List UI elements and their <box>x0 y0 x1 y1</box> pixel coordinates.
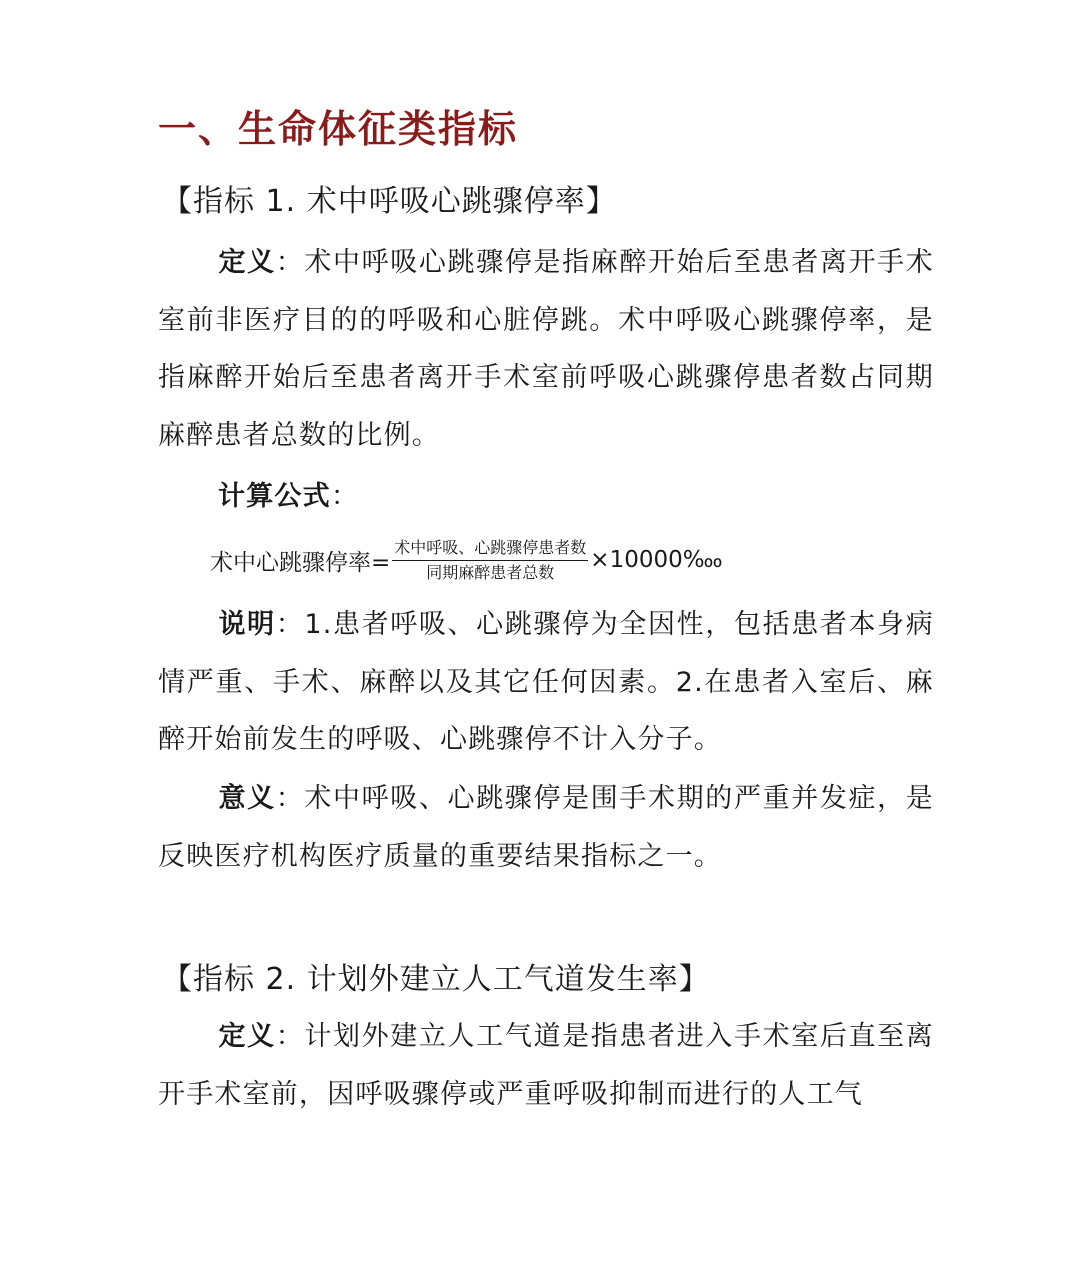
formula-numerator: 术中呼吸、心跳骤停患者数 <box>392 538 588 561</box>
meaning-label: 意义 <box>218 783 276 814</box>
formula-label-text: 计算公式 <box>218 481 331 512</box>
formula-label <box>218 474 359 513</box>
explanation-label: 说明 <box>218 609 276 640</box>
formula-denominator: 同期麻醉患者总数 <box>426 562 555 582</box>
indicator-1-title: 【指标 1. 术中呼吸心跳骤停率】 <box>162 184 617 219</box>
indicator-1-definition <box>158 234 934 464</box>
indicator-1-explanation <box>158 596 934 769</box>
indicator-2-definition <box>158 1008 934 1123</box>
explanation-text: ：1.患者呼吸、心跳骤停为全因性，包括患者本身病情严重、手术、麻醉以及其它任何因素。2.在患者入室后、麻醉开始前发生的呼吸、心跳骤停不计入分子。 <box>158 609 935 755</box>
definition-label: 定义 <box>218 247 276 278</box>
formula <box>210 536 723 584</box>
formula-lhs: 术中心跳骤停率= <box>210 549 391 576</box>
indicator-2-title: 【指标 2. 计划外建立人工气道发生率】 <box>162 962 710 997</box>
definition-label-2: 定义 <box>218 1021 276 1052</box>
formula-fraction <box>392 538 588 583</box>
meaning-text: ：术中呼吸、心跳骤停是围手术期的严重并发症，是反映医疗机构医疗质量的重要结果指标之一。 <box>158 783 934 872</box>
definition-text: ：术中呼吸心跳骤停是指麻醉开始后至患者离开手术室前非医疗目的的呼吸和心脏停跳。术中呼吸心跳骤停率，是指麻醉开始后至患者离开手术室前呼吸心跳骤停患者数占同期麻醉患者总数的比例。 <box>158 247 934 451</box>
section-title: 一、生命体征类指标 <box>158 107 519 151</box>
formula-label-colon: ： <box>330 481 360 512</box>
indicator-1-meaning <box>158 770 934 885</box>
definition-text-2: ：计划外建立人工气道是指患者进入手术室后直至离开手术室前，因呼吸骤停或严重呼吸抑制而进行的人工气 <box>158 1021 934 1110</box>
formula-rhs: ×10000‱ <box>590 547 723 573</box>
